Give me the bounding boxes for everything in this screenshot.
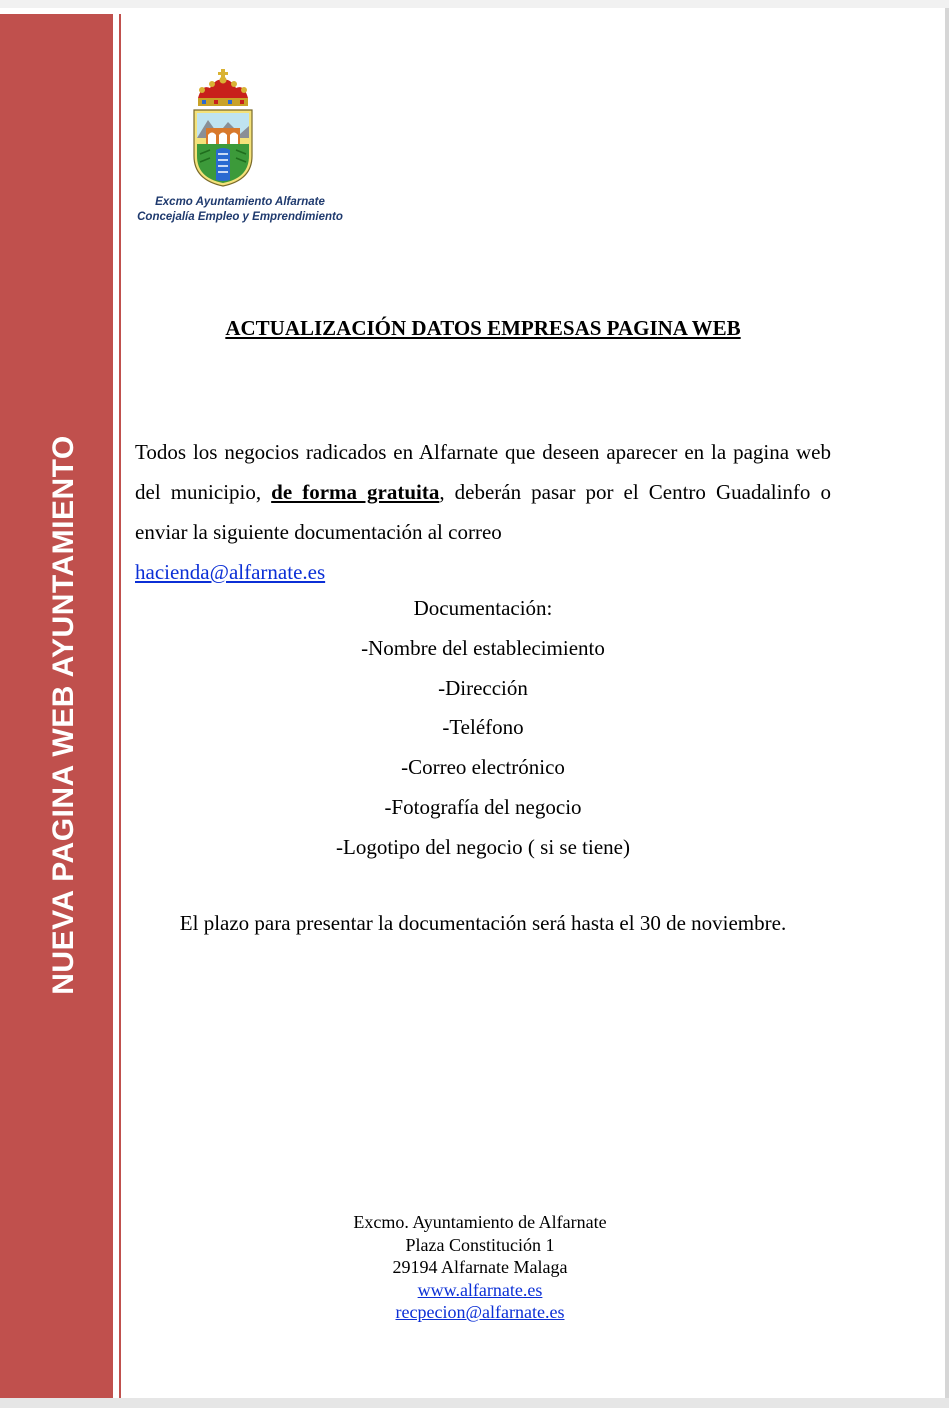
list-item: -Correo electrónico: [401, 755, 565, 780]
deadline-notice: El plazo para presentar la documentación será hasta el 30 de noviembre.: [179, 911, 787, 935]
email-link-hacienda[interactable]: hacienda@alfarnate.es: [135, 560, 326, 584]
documentation-list: [135, 589, 831, 868]
email-link-reception[interactable]: recpecion@alfarnate.es: [395, 1302, 565, 1323]
crown-icon: [198, 69, 248, 106]
document-page: [0, 8, 945, 1398]
list-item: -Nombre del establecimiento: [361, 635, 605, 660]
sidebar-vertical-title: NUEVA PAGINA WEB AYUNTAMIENTO: [47, 435, 80, 995]
intro-text-part2: , deberán pasar por el Centro Guadalinfo o enviar la siguiente documentación al correo: [135, 480, 831, 544]
footer-city: 29194 Alfarnate Malaga: [392, 1257, 568, 1278]
list-item: -Logotipo del negocio ( si se tiene): [336, 834, 630, 859]
org-name: Excmo Ayuntamiento Alfarnate: [155, 196, 325, 208]
list-item: -Dirección: [438, 675, 528, 700]
page-shadow-right: [945, 8, 949, 1398]
footer-address: [280, 1211, 680, 1324]
list-item: -Teléfono: [442, 715, 524, 740]
intro-emphasis: de forma gratuita: [271, 480, 440, 504]
documentation-heading: Documentación:: [413, 596, 553, 620]
page-title: ACTUALIZACIÓN DATOS EMPRESAS PAGINA WEB: [225, 316, 741, 340]
intro-text-part1: Todos los negocios radicados en Alfarnate que deseen aparecer en la pagina web del municipio,: [135, 440, 831, 504]
website-link[interactable]: www.alfarnate.es: [417, 1279, 543, 1300]
page-shadow-bottom: [0, 1398, 949, 1408]
org-department: Concejalía Empleo y Emprendimiento: [137, 211, 343, 223]
list-item: -Fotografía del negocio: [384, 794, 582, 819]
intro-paragraph: [135, 432, 831, 592]
footer-street: Plaza Constitución 1: [405, 1234, 555, 1255]
footer-org: Excmo. Ayuntamiento de Alfarnate: [353, 1212, 607, 1232]
coat-of-arms-icon: [190, 68, 256, 188]
organization-label: [120, 195, 360, 225]
